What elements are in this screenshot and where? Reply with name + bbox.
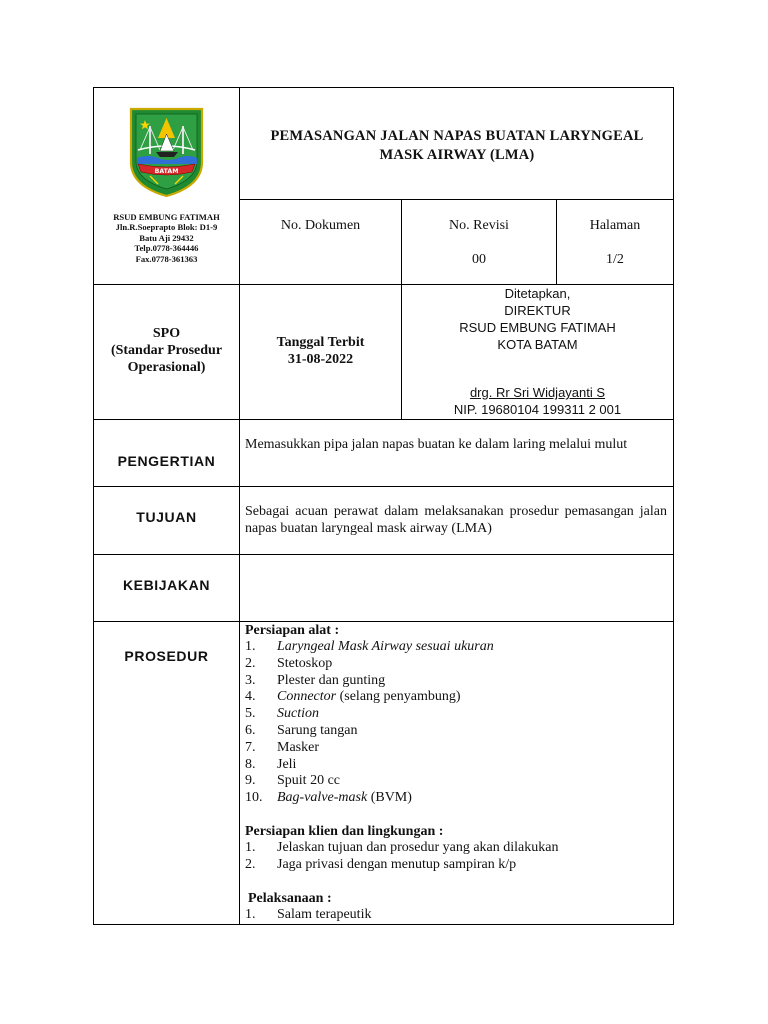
alat-item-number: 10. [245, 790, 263, 806]
alat-item-italic-text: Connector [277, 689, 337, 705]
alat-item-italic-text: Laryngeal Mask Airway sesuai ukuran [277, 639, 494, 654]
alat-item-italic-text: Suction [277, 706, 319, 722]
border-right [673, 87, 674, 925]
spo-label-line-1: SPO [152, 325, 181, 341]
alat-item-number: 2. [245, 655, 256, 671]
divider-title [239, 199, 674, 200]
pelaksanaan-title: Pelaksanaan : [248, 890, 332, 906]
spo-label [94, 319, 239, 381]
border-bottom [93, 924, 674, 925]
svg-text:BATAM: BATAM [154, 168, 179, 175]
signer-block [402, 384, 673, 418]
approval-line-2: DIREKTUR [504, 303, 571, 318]
alat-item [245, 773, 669, 790]
klien-item-text: Jaga privasi dengan menutup sampiran k/p [277, 856, 517, 872]
alat-item-number: 7. [245, 739, 256, 755]
revision-value: 00 [472, 251, 486, 267]
alat-item [245, 689, 669, 706]
alat-item [245, 656, 669, 673]
alat-item [245, 639, 669, 656]
alat-item-text: Masker [277, 739, 319, 755]
spo-label-line-3: Operasional) [127, 359, 206, 375]
klien-item [245, 857, 669, 874]
alat-list [245, 639, 669, 807]
spo-label-line-2: (Standar Prosedur [110, 342, 223, 358]
alat-item-text: Spuit 20 cc [277, 773, 340, 789]
divider-label-column [239, 87, 240, 925]
signer-nip: NIP. 19680104 199311 2 001 [453, 402, 622, 417]
prosedur-label: PROSEDUR [124, 648, 209, 664]
tujuan-label: TUJUAN [136, 509, 197, 525]
alat-item [245, 757, 669, 774]
alat-item-text: Stetoskop [277, 655, 333, 671]
klien-item-number: 1. [245, 839, 256, 855]
revision-label: No. Revisi [449, 217, 509, 233]
alat-item-number: 4. [245, 689, 256, 705]
alat-item-text: (BVM) [367, 790, 412, 806]
pelaksanaan-item-number: 1. [245, 906, 256, 922]
border-top [93, 87, 674, 88]
page-value: 1/2 [606, 251, 624, 267]
approval-block [402, 284, 673, 354]
org-name: RSUD EMBUNG FATIMAH [113, 211, 220, 222]
alat-title: Persiapan alat : [245, 623, 340, 638]
alat-item-number: 1. [245, 639, 256, 654]
org-address [94, 208, 239, 268]
org-fax: Fax.0778-361363 [135, 253, 198, 264]
alat-item [245, 723, 669, 740]
pengertian-label: PENGERTIAN [117, 453, 216, 469]
signer-name: drg. Rr Sri Widjayanti S [469, 385, 606, 400]
klien-item-text: Jelaskan tujuan dan prosedur yang akan dilakukan [277, 839, 559, 855]
divider-col-3 [556, 199, 557, 284]
doc-number-label: No. Dokumen [280, 217, 361, 233]
alat-item-italic-text: Bag-valve-mask [277, 790, 368, 806]
alat-item-number: 8. [245, 756, 256, 772]
batam-emblem-icon [128, 106, 205, 198]
klien-item [245, 840, 669, 857]
alat-item [245, 706, 669, 723]
alat-item-text: (selang penyambung) [336, 689, 461, 705]
org-street: Jln.R.Soeprapto Blok: D1-9 [115, 222, 218, 233]
divider-tujuan [93, 554, 674, 555]
page-label: Halaman [589, 217, 641, 233]
batam-logo [128, 106, 205, 198]
approval-line-1: Ditetapkan, [504, 286, 571, 301]
kebijakan-label: KEBIJAKAN [122, 577, 211, 593]
org-phone: Telp.0778-364446 [134, 243, 199, 254]
alat-item-text: Sarung tangan [277, 722, 358, 738]
approval-line-4: KOTA BATAM [497, 337, 578, 352]
alat-item-text: Jeli [277, 756, 297, 772]
pelaksanaan-list [245, 907, 669, 924]
issue-date [240, 332, 401, 370]
issue-date-label: Tanggal Terbit [276, 335, 365, 350]
pengertian-text: Memasukkan pipa jalan napas buatan ke dalam laring melalui mulut [245, 437, 628, 452]
approval-line-3: RSUD EMBUNG FATIMAH [459, 320, 616, 335]
sop-document [93, 87, 674, 925]
prosedur-content [245, 622, 669, 923]
alat-item-text: Plester dan gunting [277, 672, 386, 688]
klien-item-number: 2. [245, 856, 256, 872]
org-city: Batu Aji 29432 [139, 232, 194, 243]
alat-item-number: 6. [245, 722, 256, 738]
alat-item [245, 790, 669, 807]
klien-list [245, 840, 669, 874]
alat-item-number: 3. [245, 672, 256, 688]
alat-item [245, 673, 669, 690]
alat-item-number: 9. [245, 773, 256, 789]
divider-spo [93, 419, 674, 420]
pelaksanaan-item [245, 907, 669, 924]
klien-title: Persiapan klien dan lingkungan : [245, 823, 444, 839]
alat-item-number: 5. [245, 706, 256, 722]
issue-date-value: 31-08-2022 [287, 352, 354, 367]
tujuan-text: Sebagai acuan perawat dalam melaksanakan prosedur pemasangan jalan napas buatan laryngeal mask airway (LMA) [245, 504, 667, 536]
document-title: PEMASANGAN JALAN NAPAS BUATAN LARYNGEAL MASK AIRWAY (LMA) [270, 128, 644, 163]
pelaksanaan-item-text: Salam terapeutik [277, 906, 372, 922]
divider-pengertian [93, 486, 674, 487]
alat-item [245, 740, 669, 757]
